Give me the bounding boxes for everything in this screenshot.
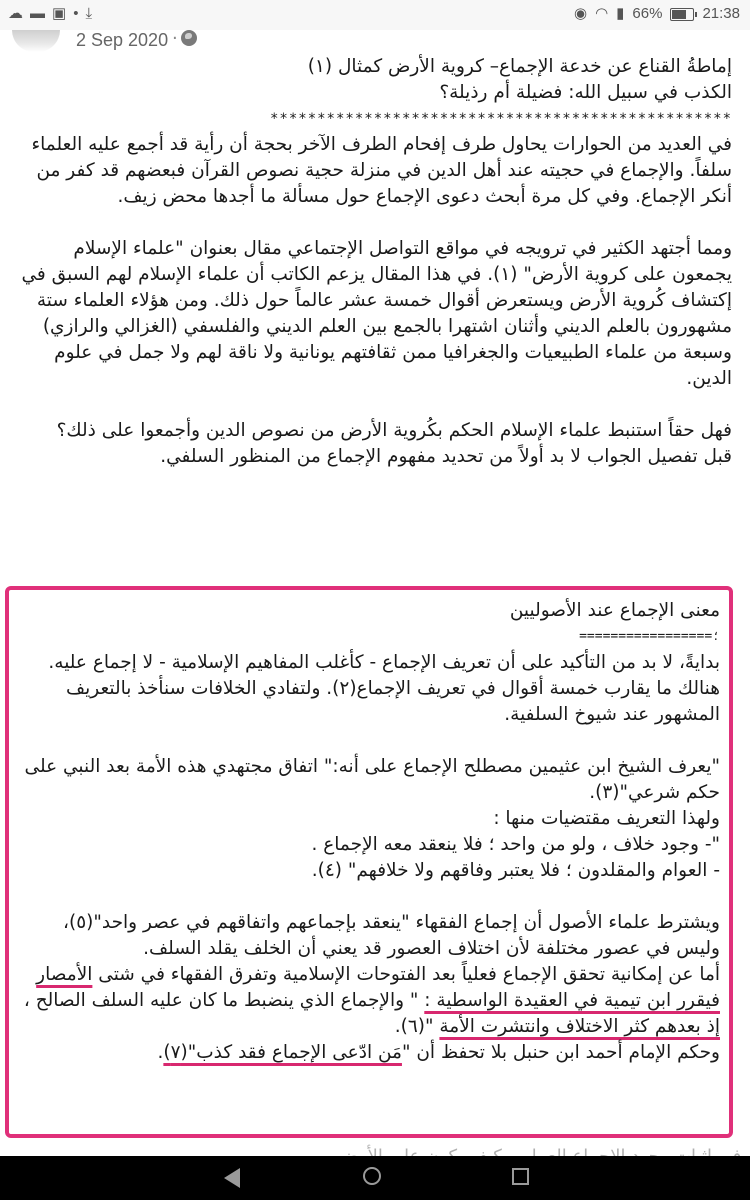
app-icon: ▣	[52, 5, 67, 22]
dot-icon: •	[73, 5, 79, 22]
box-paragraph-underlined	[14, 962, 720, 1040]
cutoff-text	[0, 1144, 750, 1156]
back-triangle-icon[interactable]	[224, 1168, 240, 1188]
text-segment: " والإجماع الذي ينضبط ما كان عليه السلف الصالح ،	[23, 990, 425, 1011]
article-paragraph: في العديد من الحوارات يحاول طرف إفحام الطرف الآخر بحجة أن رأية قد أجمع عليه العلماء سلفاً. والإجماع في حجيته عند أهل الدين في منزلة حجية نصوص القرآن فبعضهم قد كفر من أنكر الإجماع. وفي كل مرة أبحث دعوى الإجماع حول مسألة ما أجدها محض زيف.	[31, 134, 732, 207]
article-title-line2: الكذب في سبيل الله: فضيلة أم رذيلة؟	[439, 82, 732, 103]
box-heading: معنى الإجماع عند الأصوليين	[509, 600, 720, 621]
download-icon: ⤓	[85, 5, 93, 22]
battery-percent: 66%	[632, 5, 663, 22]
box-requirement: "- وجود خلاف ، ولو من واحد ؛ فلا ينعقد معه الإجماع .	[311, 834, 720, 855]
post-meta	[0, 22, 750, 58]
star-separator: *************************************************	[269, 111, 732, 127]
highlight-box-content	[14, 598, 720, 1066]
eye-icon: ◉	[573, 5, 588, 22]
home-circle-icon[interactable]	[363, 1167, 381, 1185]
wifi-icon: ◠	[595, 5, 609, 22]
clock-time: 21:38	[702, 5, 740, 22]
box-paragraph: بدايةً، لا بد من التأكيد على أن تعريف الإجماع - كأغلب المفاهيم الإسلامية - لا إجماع عليه. هنالك ما يقارب خمسة أقوال في تعريف الإجماع(٢). ولتفادي الخلافات سنأخذ بالتعريف المشهور عند شيوخ السلفية.	[48, 652, 720, 725]
post-body	[20, 54, 732, 470]
signal-icon: ▮	[616, 5, 625, 22]
box-requirement: - العوام والمقلدون ؛ فلا يعتبر وفاقهم ولا خلافهم" (٤).	[311, 860, 720, 881]
folder-icon: ▬	[30, 5, 45, 22]
navigation-bar	[0, 1156, 750, 1200]
cloud-icon: ☁	[8, 5, 23, 22]
box-quote: "يعرف الشيخ ابن عثيمين مصطلح الإجماع على أنه:" اتفاق مجتهدي هذه الأمة بعد النبي على حكم شرعي"(٣).	[24, 756, 720, 803]
article-paragraph: ومما أجتهد الكثير في ترويجه في مواقع التواصل الإجتماعي مقال بعنوان "علماء الإسلام يجمعون على كروية الأرض" (١). في هذا المقال يزعم الكاتب أن علماء الإسلام لهم السبق في إكتشاف كُروية الأرض ويستعرض أقوال خمسة عشر عالماً حول ذلك. ومن هؤلاء العلماء ستة مشهورون بالعلم الديني وأثنان اشتهرا بالجمع بين العلم الديني والفلسفي (الغزالي والرازي) وسبعة من علماء الطبيعيات والجغرافيا ممن ثقافتهم يونانية ولا ناقة لهم ولا جمل في علوم الدين.	[21, 238, 732, 389]
post-date[interactable]: 2 Sep 2020	[76, 30, 169, 50]
article-paragraph: قبل تفصيل الجواب لا بد أولاً من تحديد مفهوم الإجماع من المنظور السلفي.	[160, 446, 732, 467]
text-segment: .	[157, 1042, 164, 1063]
article-title-line1: إماطةُ القناع عن خدعة الإجماع– كروية الأرض كمثال (١)	[307, 56, 732, 77]
box-paragraph-underlined	[14, 1040, 720, 1066]
status-left-icons	[8, 5, 92, 23]
underlined-segment: الأمصار فيقرر ابن تيمية في العقيدة الواسطية :	[36, 964, 720, 1011]
text-segment: "(٦).	[394, 1016, 440, 1037]
recents-square-icon[interactable]	[512, 1168, 529, 1185]
underlined-segment: مَن ادّعى الإجماع فقد كذب"(٧)	[163, 1042, 402, 1063]
box-paragraph: ويشترط علماء الأصول أن إجماع الفقهاء "ينعقد بإجماعهم واتفاقهم في عصر واحد"(٥)، وليس في عصور مختلفة لأن اختلاف العصور قد يعني أن الخلف يقلد السلف.	[62, 912, 720, 959]
underlined-segment: إذ بعدهم كثر الاختلاف وانتشرت الأمة	[439, 1016, 720, 1037]
box-requirements-intro: ولهذا التعريف مقتضيات منها :	[493, 808, 720, 829]
battery-icon	[670, 8, 694, 21]
status-right	[574, 5, 740, 23]
text-segment: أما عن إمكانية تحقق الإجماع فعلياً بعد الفتوحات الإسلامية وتفرق الفقهاء في شتى	[92, 964, 720, 985]
avatar[interactable]	[12, 30, 60, 52]
text-segment: وحكم الإمام أحمد ابن حنبل بلا تحفظ أن "	[401, 1042, 720, 1063]
equals-separator: =================؛	[579, 629, 720, 644]
meta-separator: ·	[172, 28, 178, 49]
article-paragraph: فهل حقاً استنبط علماء الإسلام الحكم بكُروية الأرض من نصوص الدين وأجمعوا على ذلك؟	[56, 420, 732, 441]
globe-icon	[181, 30, 197, 46]
